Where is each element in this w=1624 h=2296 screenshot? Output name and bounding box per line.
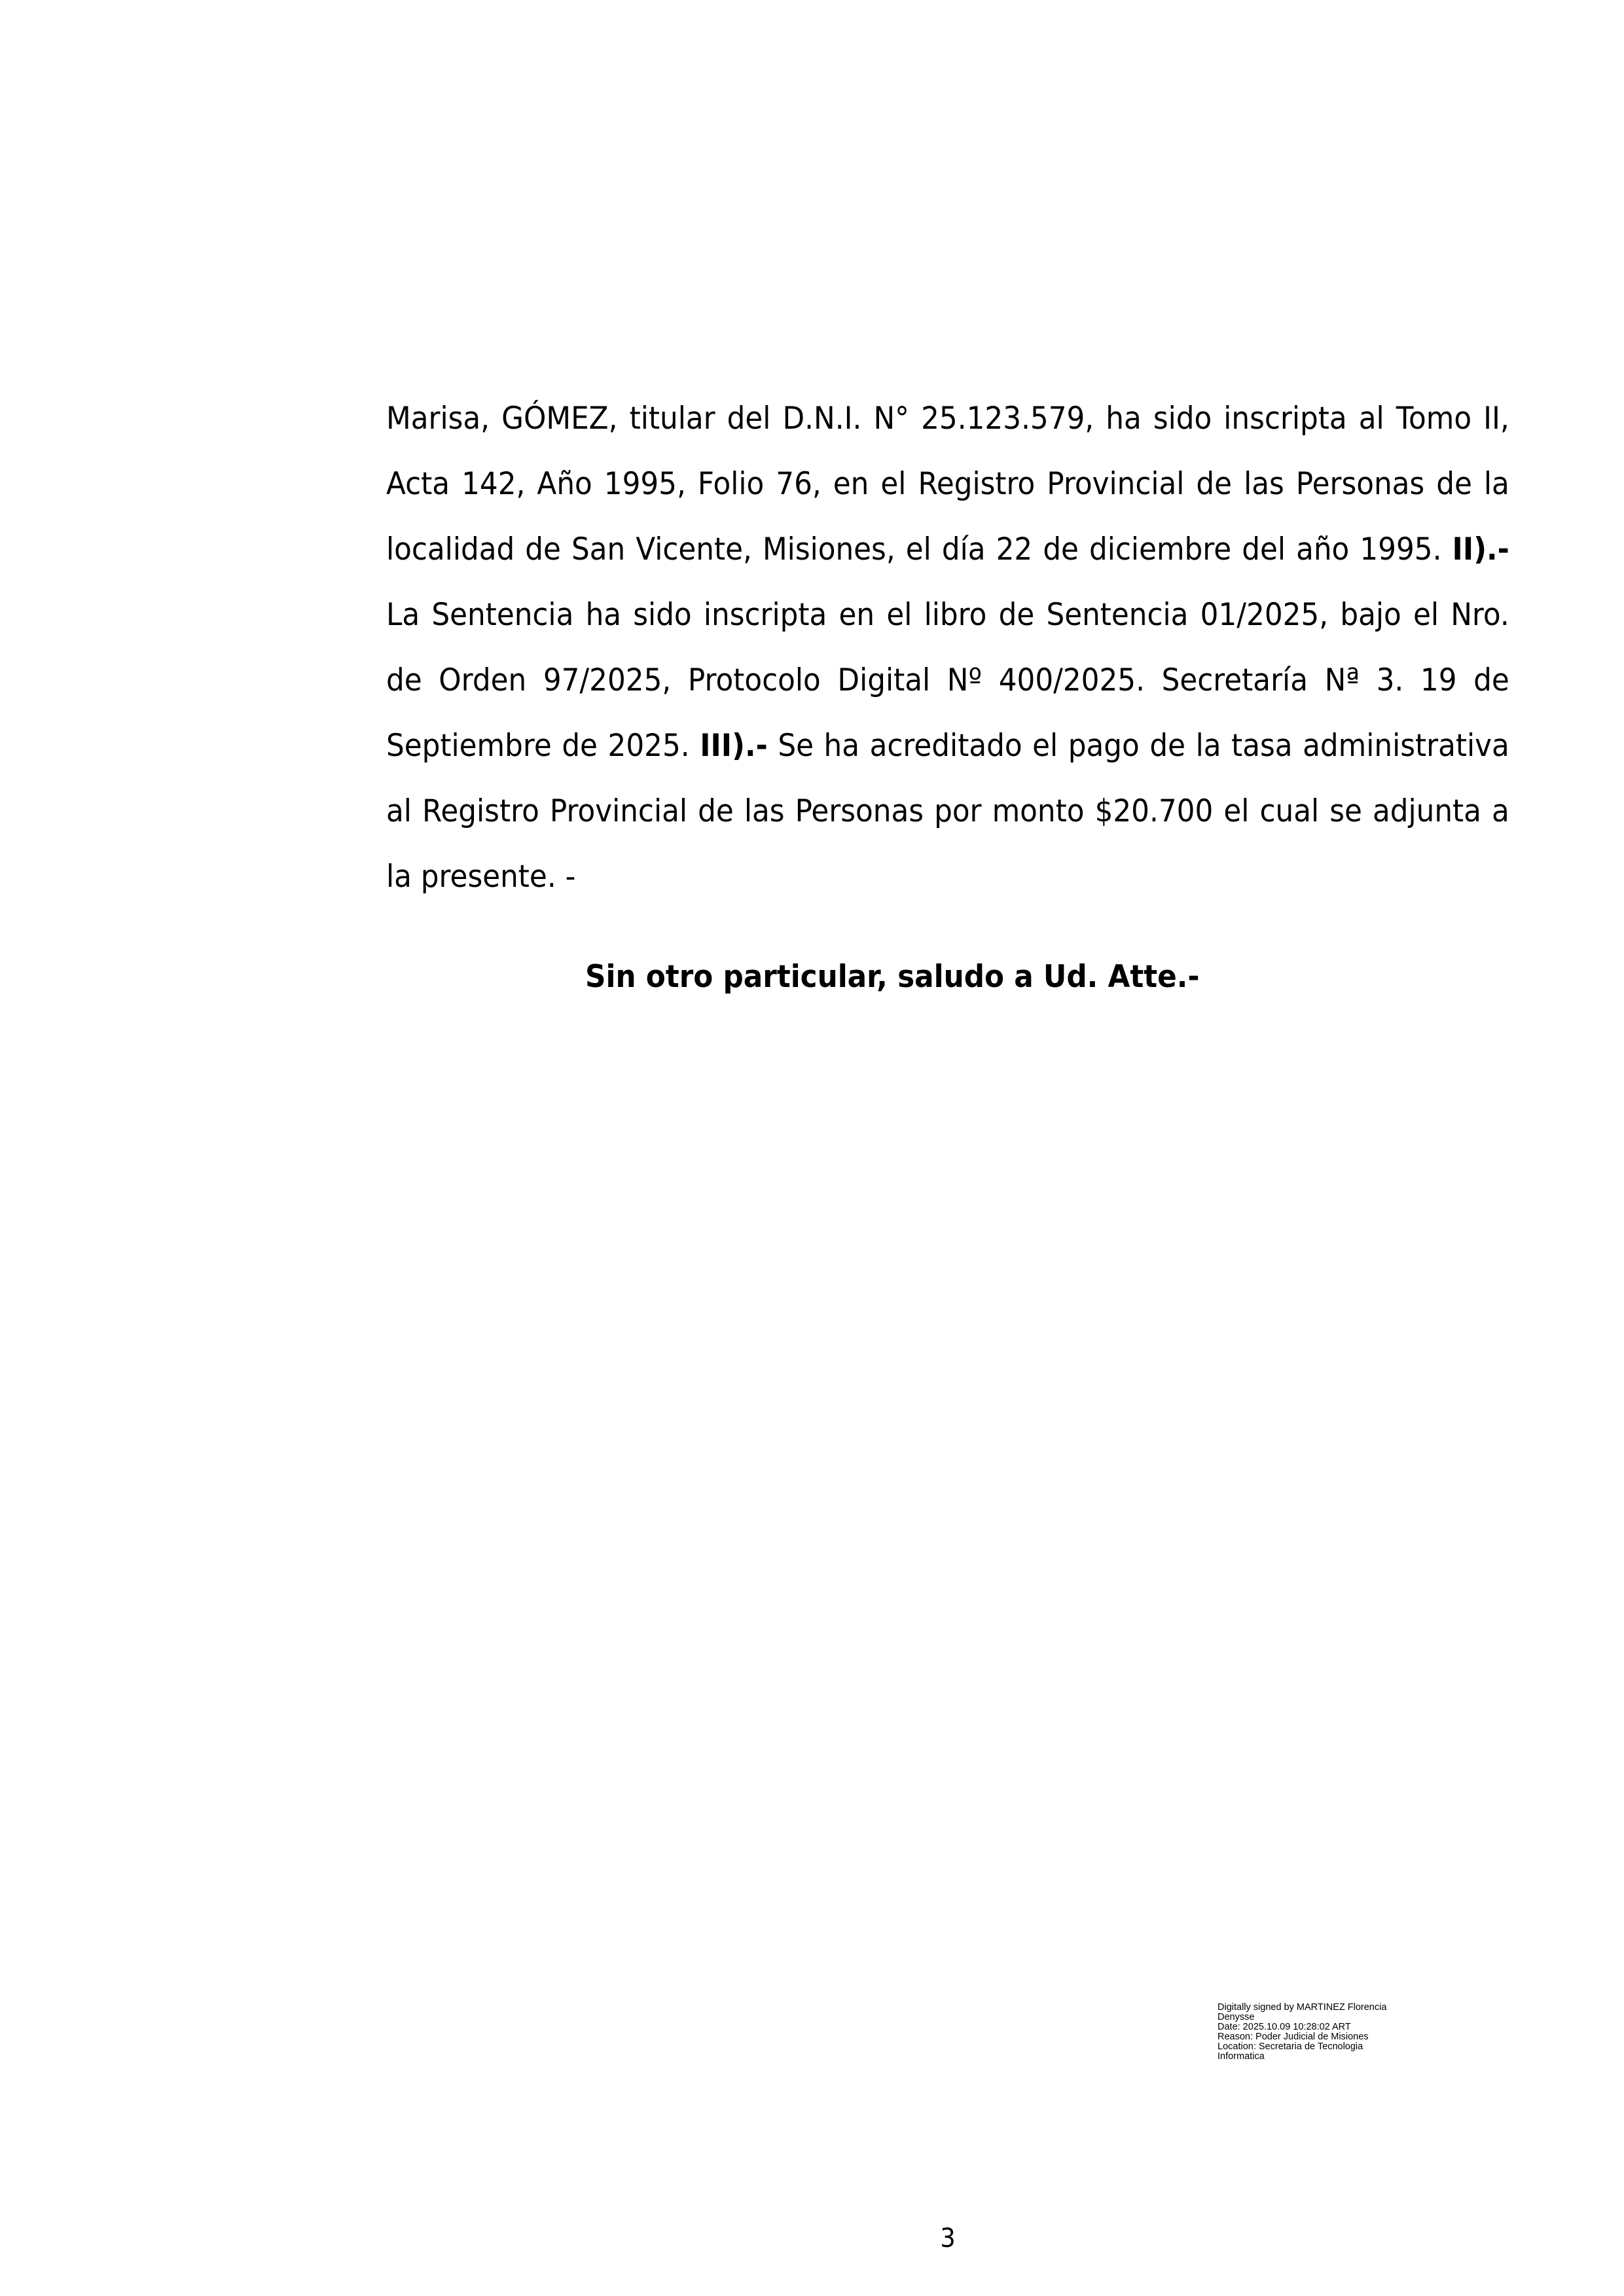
signature-signed-by: Digitally signed by MARTINEZ Florencia (1218, 2002, 1387, 2013)
body-text-part-2: La Sentencia ha sido inscripta en el libro de Sentencia 01/2025, bajo el Nro. de Orden 97/2025, Protocolo Digital Nº 400/2025. Secretaría Nª 3. 19 de Septiembre de 2025. (386, 597, 1509, 764)
body-text-part-1: Marisa, GÓMEZ, titular del D.N.I. N° 25.123.579, ha sido inscripta al Tomo II, Acta 142, Año 1995, Folio 76, en el Registro Provincial de las Personas de la localidad de San Vicente, Misiones, el día 22 de diciembre del año 1995. (386, 401, 1509, 567)
closing-line: Sin otro particular, saludo a Ud. Atte.- (585, 959, 1200, 995)
section-marker-ii: II).- (1452, 531, 1509, 567)
section-marker-iii: III).- (700, 728, 768, 764)
body-text-part-3: Se ha acreditado el pago de la tasa administrativa al Registro Provincial de las Personas por monto $20.700 el cual se adjunta a la presente. - (386, 728, 1509, 895)
page-number-container (76, 2222, 1570, 2255)
signature-date: Date: 2025.10.09 10:28:02 ART (1218, 2022, 1351, 2032)
closing-line-container (69, 954, 1564, 1000)
signature-signer-name-cont: Denysse (1218, 2012, 1255, 2022)
signature-reason: Reason: Poder Judicial de Misiones (1218, 2032, 1369, 2042)
signature-location: Location: Secretaria de Tecnologia (1218, 2041, 1363, 2052)
body-paragraph (386, 386, 1509, 910)
page-number: 3 (940, 2223, 956, 2253)
signature-location-cont: Informatica (1218, 2051, 1265, 2062)
digital-signature-block (1218, 2003, 1492, 2062)
